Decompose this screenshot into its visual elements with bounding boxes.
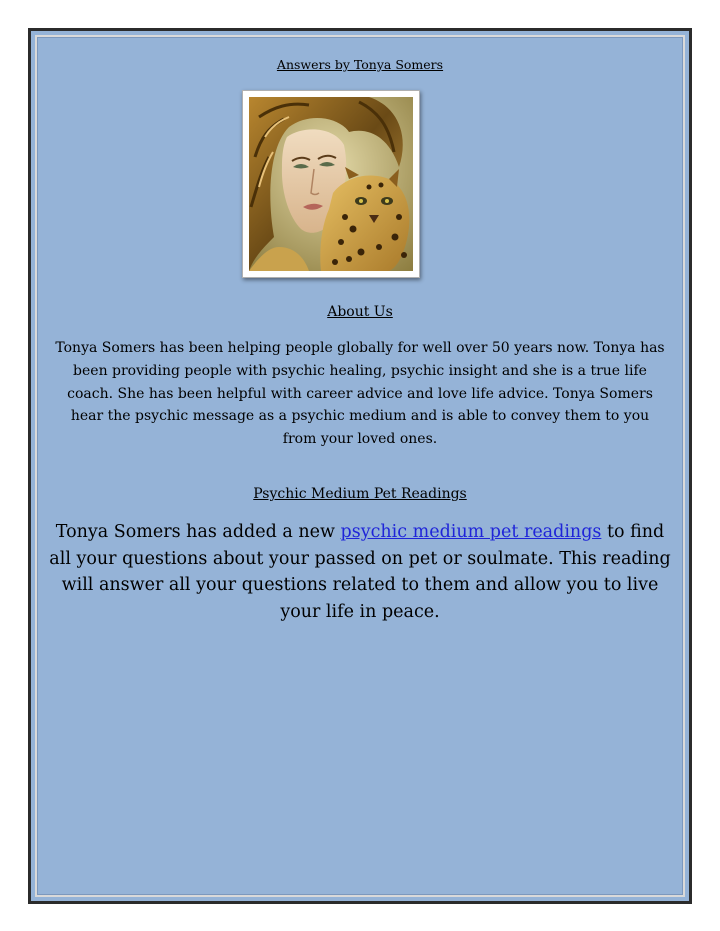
pet-paragraph-intro: Tonya Somers has added a new	[55, 522, 341, 542]
pet-readings-heading: Psychic Medium Pet Readings	[253, 486, 467, 502]
woman-leopard-artwork-image	[249, 97, 413, 271]
about-us-heading: About Us	[327, 304, 393, 320]
profile-photo	[242, 90, 420, 278]
document-title: Answers by Tonya Somers	[276, 57, 444, 72]
pet-readings-paragraph	[46, 519, 674, 625]
about-us-paragraph: Tonya Somers has been helping people globally for well over 50 years now. Tonya has been providing people with psychic healing, psychic insight and she is a true life coach. She has been helpful with career advice and love life advice. Tonya Somers hear the psychic message as a psychic medium and is able to convey them to you from your loved ones.	[55, 340, 665, 448]
pet-paragraph-rest: to find all your questions about your passed on pet or soulmate. This reading will answer all your questions related to them and allow you to live your life in peace.	[49, 522, 671, 622]
pet-readings-link[interactable]: psychic medium pet readings	[340, 522, 602, 542]
